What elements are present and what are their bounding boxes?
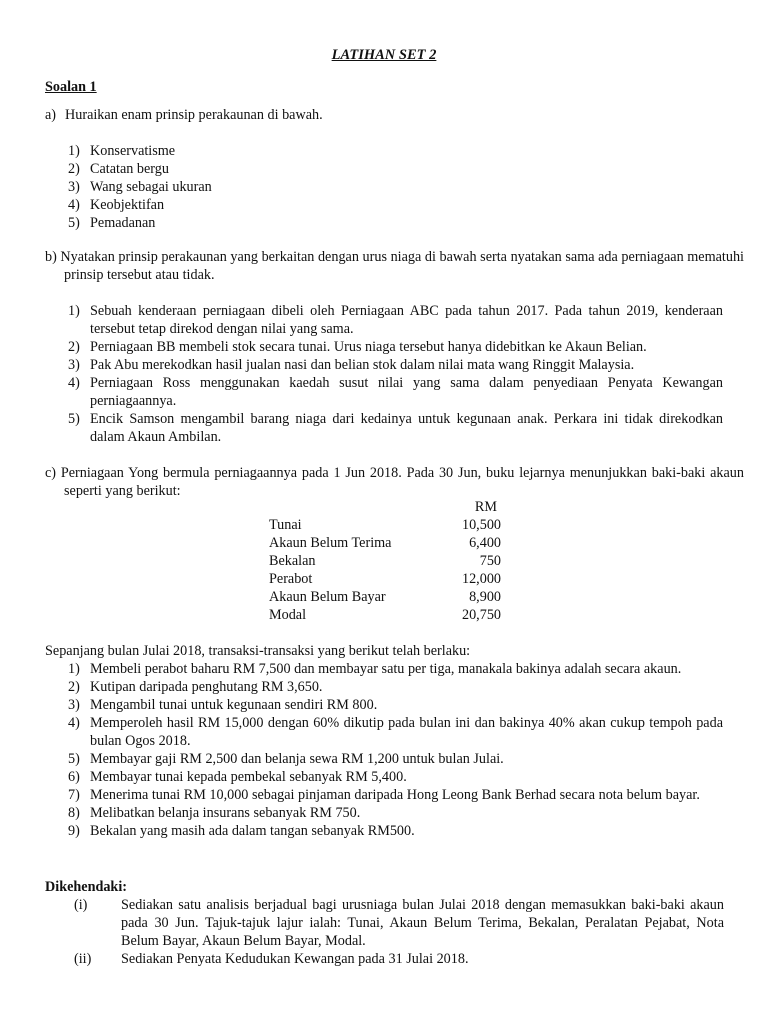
list-item: 3) Mengambil tunai untuk kegunaan sendiri RM 800. <box>68 697 378 713</box>
list-item: 1) Konservatisme <box>68 143 176 159</box>
table-row: Akaun Belum Bayar 8,900 <box>269 589 501 605</box>
list-item: 7) Menerima tunai RM 10,000 sebagai pinjaman daripada Hong Leong Bank Berhad secara nota belum bayar. <box>68 787 700 803</box>
required-item: (i) Sediakan satu analisis berjadual bagi urusniaga bulan Julai 2018 dengan memasukkan baki-baki akaun pada 30 Jun. Tajuk-tajuk lajur ialah: Tunai, Akaun Belum Terima, Bekalan, Peralatan Pejabat, Nota Belum Bayar, Akaun Belum Bayar, Modal. <box>74 897 724 949</box>
required-heading: Dikehendaki: <box>45 879 127 895</box>
list-item: 3) Wang sebagai ukuran <box>68 179 212 195</box>
part-a-label: a) <box>45 107 57 123</box>
balance-table <box>269 498 501 624</box>
table-row: Perabot 12,000 <box>269 571 501 587</box>
required-item: (ii) Sediakan Penyata Kedudukan Kewangan pada 31 Julai 2018. <box>74 951 469 967</box>
list-item: 5) Encik Samson mengambil barang niaga dari kedainya untuk kegunaan anak. Perkara ini tidak direkodkan dalam Akaun Ambilan. <box>68 411 723 445</box>
table-header: RM <box>474 499 497 515</box>
list-item: 5) Membayar gaji RM 2,500 dan belanja sewa RM 1,200 untuk bulan Julai. <box>68 751 504 767</box>
list-item: 4) Memperoleh hasil RM 15,000 dengan 60% dikutip pada bulan ini dan bakinya 40% akan cukup tempoh pada bulan Ogos 2018. <box>68 715 723 749</box>
part-a-text: Huraikan enam prinsip perakaunan di bawah. <box>65 107 323 123</box>
list-item: 2) Perniagaan BB membeli stok secara tunai. Urus niaga tersebut hanya didebitkan ke Akaun Belian. <box>68 339 647 355</box>
list-item: 4) Perniagaan Ross menggunakan kaedah susut nilai yang sama dalam penyediaan Penyata Kewangan perniagaannya. <box>68 375 723 409</box>
part-c-text: c) Perniagaan Yong bermula perniagaannya pada 1 Jun 2018. Pada 30 Jun, buku lejarnya menunjukkan baki-baki akaun seperti yang berikut: <box>45 465 744 499</box>
page-title: LATIHAN SET 2 <box>331 47 437 63</box>
part-b-list <box>68 302 723 446</box>
list-item: 9) Bekalan yang masih ada dalam tangan sebanyak RM500. <box>68 823 415 839</box>
part-a-list <box>68 142 468 232</box>
transactions-intro: Sepanjang bulan Julai 2018, transaksi-transaksi yang berikut telah berlaku: <box>45 643 471 659</box>
table-row: Modal 20,750 <box>269 607 501 623</box>
list-item: 2) Catatan bergu <box>68 161 169 177</box>
table-row: Tunai 10,500 <box>269 517 501 533</box>
list-item: 1) Membeli perabot baharu RM 7,500 dan membayar satu per tiga, manakala bakinya adalah secara akaun. <box>68 661 682 677</box>
list-item: 8) Melibatkan belanja insurans sebanyak RM 750. <box>68 805 361 821</box>
part-b-text: b) Nyatakan prinsip perakaunan yang berkaitan dengan urus niaga di bawah serta nyatakan sama ada perniagaan mematuhi prinsip tersebut atau tidak. <box>45 249 744 283</box>
list-item: 5) Pemadanan <box>68 215 156 231</box>
list-item: 6) Membayar tunai kepada pembekal sebanyak RM 5,400. <box>68 769 407 785</box>
question-heading: Soalan 1 <box>45 79 97 95</box>
list-item: 3) Pak Abu merekodkan hasil jualan nasi dan belian stok dalam nilai mata wang Ringgit Malaysia. <box>68 357 635 373</box>
table-row: Akaun Belum Terima 6,400 <box>269 535 501 551</box>
table-row: Bekalan 750 <box>269 553 501 569</box>
list-item: 1) Sebuah kenderaan perniagaan dibeli oleh Perniagaan ABC pada tahun 2017. Pada tahun 2019, kenderaan tersebut tetap direkod dengan nilai yang sama. <box>68 303 723 337</box>
list-item: 4) Keobjektifan <box>68 197 165 213</box>
list-item: 2) Kutipan daripada penghutang RM 3,650. <box>68 679 323 695</box>
transactions-list <box>68 660 723 840</box>
